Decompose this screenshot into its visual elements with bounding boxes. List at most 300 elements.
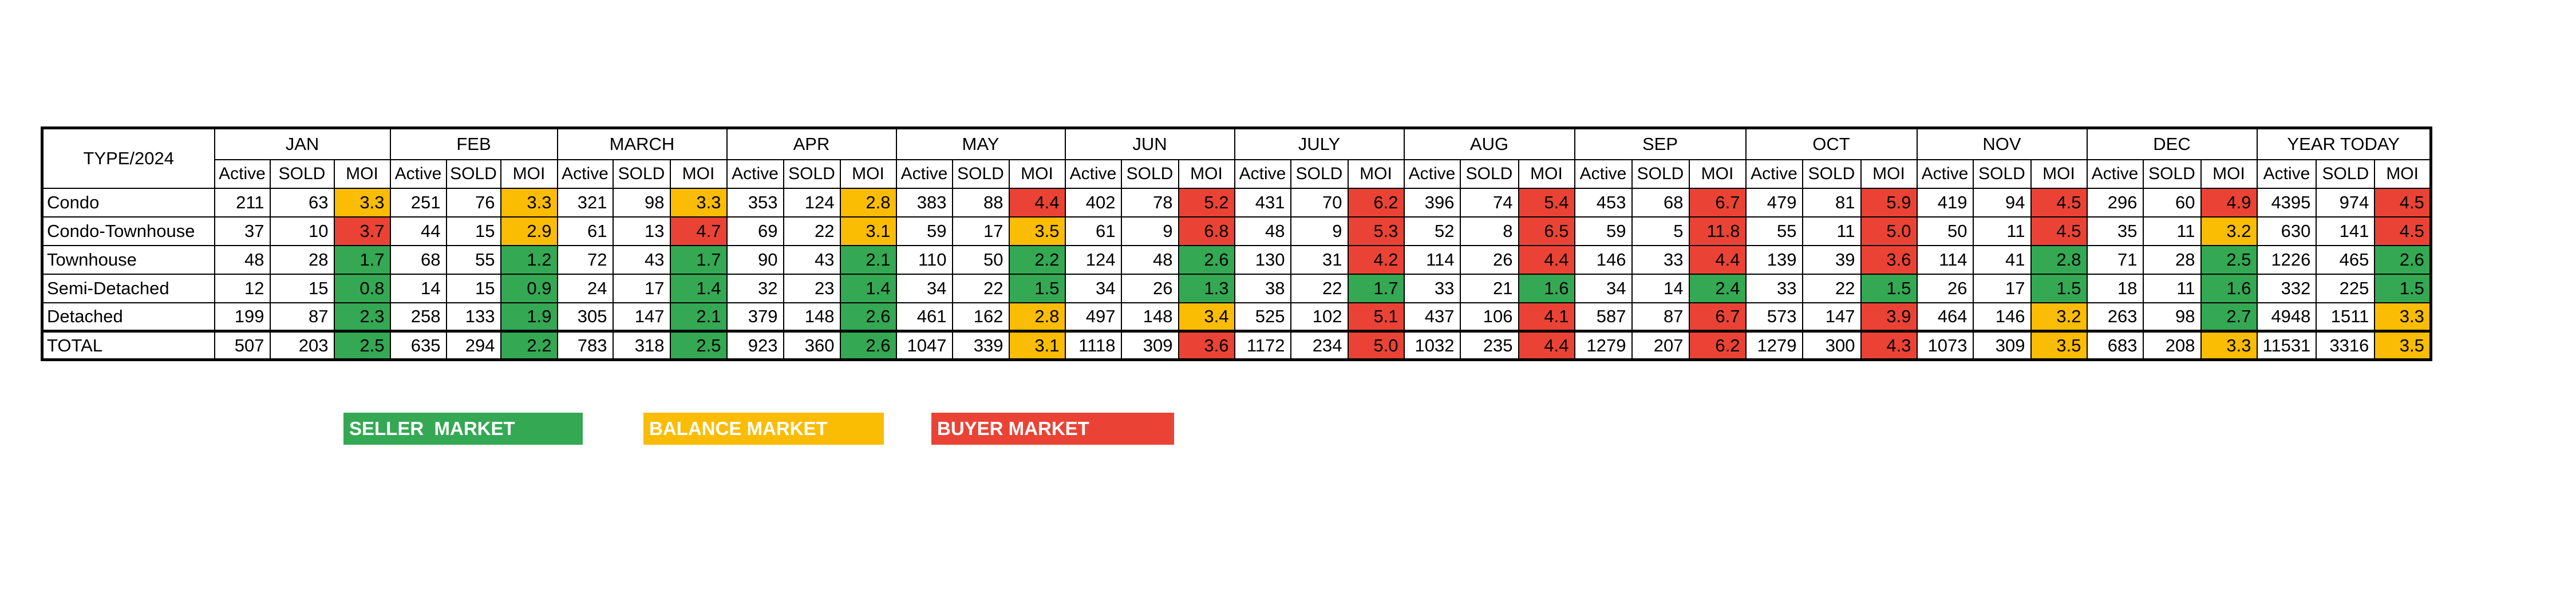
active-cell: 263 — [2087, 303, 2143, 331]
total-active-cell: 1047 — [896, 331, 953, 360]
active-header: Active — [1404, 160, 1460, 188]
active-cell: 68 — [390, 246, 447, 274]
sold-cell: 28 — [270, 246, 334, 274]
active-cell: 211 — [215, 188, 270, 217]
sold-cell: 68 — [1632, 188, 1689, 217]
total-moi-cell: 5.0 — [1348, 331, 1404, 360]
month-header: YEAR TODAY — [2257, 128, 2431, 160]
sold-cell: 148 — [784, 303, 840, 331]
sold-cell: 43 — [613, 246, 670, 274]
sold-cell: 63 — [270, 188, 334, 217]
active-cell: 110 — [896, 246, 953, 274]
moi-cell: 2.8 — [840, 188, 896, 217]
active-cell: 90 — [727, 246, 784, 274]
sold-header: SOLD — [2316, 160, 2374, 188]
sold-cell: 13 — [613, 217, 670, 246]
sold-cell: 76 — [447, 188, 501, 217]
moi-cell: 5.2 — [1179, 188, 1235, 217]
legend-balance-market: BALANCE MARKET — [643, 413, 884, 445]
sold-cell: 17 — [613, 274, 670, 303]
sold-cell: 87 — [270, 303, 334, 331]
sold-cell: 23 — [784, 274, 840, 303]
active-header: Active — [215, 160, 270, 188]
moi-header: MOI — [1179, 160, 1235, 188]
moi-cell: 2.3 — [334, 303, 390, 331]
moi-cell: 5.3 — [1348, 217, 1404, 246]
moi-cell: 3.2 — [2031, 303, 2087, 331]
sold-cell: 11 — [2143, 217, 2201, 246]
total-sold-cell: 318 — [613, 331, 670, 360]
moi-cell: 4.5 — [2031, 217, 2087, 246]
active-cell: 48 — [1235, 217, 1291, 246]
moi-cell: 1.4 — [840, 274, 896, 303]
moi-cell: 6.7 — [1689, 303, 1746, 331]
moi-cell: 2.1 — [840, 246, 896, 274]
moi-cell: 3.2 — [2201, 217, 2257, 246]
total-sold-cell: 339 — [953, 331, 1009, 360]
total-moi-cell: 4.4 — [1519, 331, 1575, 360]
sold-cell: 74 — [1460, 188, 1519, 217]
sold-cell: 146 — [1973, 303, 2031, 331]
total-sold-cell: 235 — [1460, 331, 1519, 360]
total-active-cell: 635 — [390, 331, 447, 360]
active-cell: 18 — [2087, 274, 2143, 303]
sold-cell: 1511 — [2316, 303, 2374, 331]
moi-cell: 3.4 — [1179, 303, 1235, 331]
moi-cell: 6.8 — [1179, 217, 1235, 246]
active-cell: 464 — [1917, 303, 1973, 331]
sold-header: SOLD — [1632, 160, 1689, 188]
sold-cell: 15 — [447, 217, 501, 246]
total-moi-cell: 3.6 — [1179, 331, 1235, 360]
moi-header: MOI — [1348, 160, 1404, 188]
active-cell: 52 — [1404, 217, 1460, 246]
active-cell: 587 — [1575, 303, 1632, 331]
moi-cell: 4.5 — [2374, 188, 2431, 217]
active-cell: 37 — [215, 217, 270, 246]
active-cell: 69 — [727, 217, 784, 246]
moi-cell: 3.9 — [1861, 303, 1917, 331]
moi-cell: 1.6 — [1519, 274, 1575, 303]
sold-header: SOLD — [784, 160, 840, 188]
moi-cell: 0.9 — [501, 274, 558, 303]
sold-cell: 225 — [2316, 274, 2374, 303]
active-cell: 59 — [1575, 217, 1632, 246]
sold-header: SOLD — [1460, 160, 1519, 188]
moi-cell: 4.5 — [2374, 217, 2431, 246]
active-cell: 1226 — [2257, 246, 2317, 274]
sold-cell: 465 — [2316, 246, 2374, 274]
active-cell: 130 — [1235, 246, 1291, 274]
legend-buyer-market: BUYER MARKET — [931, 413, 1174, 445]
moi-cell: 4.4 — [1519, 246, 1575, 274]
sold-cell: 43 — [784, 246, 840, 274]
active-cell: 114 — [1917, 246, 1973, 274]
total-active-cell: 683 — [2087, 331, 2143, 360]
month-header: APR — [727, 128, 896, 160]
active-cell: 4395 — [2257, 188, 2317, 217]
moi-cell: 6.7 — [1689, 188, 1746, 217]
sold-cell: 11 — [1803, 217, 1861, 246]
total-moi-cell: 6.2 — [1689, 331, 1746, 360]
active-header: Active — [1575, 160, 1632, 188]
sold-cell: 22 — [784, 217, 840, 246]
total-sold-cell: 207 — [1632, 331, 1689, 360]
moi-cell: 3.7 — [334, 217, 390, 246]
total-sold-cell: 309 — [1973, 331, 2031, 360]
moi-cell: 2.8 — [1009, 303, 1065, 331]
active-cell: 72 — [558, 246, 613, 274]
moi-cell: 5.1 — [1348, 303, 1404, 331]
active-cell: 396 — [1404, 188, 1460, 217]
moi-cell: 1.7 — [334, 246, 390, 274]
total-active-cell: 783 — [558, 331, 613, 360]
active-header: Active — [896, 160, 953, 188]
active-cell: 34 — [1065, 274, 1121, 303]
active-cell: 114 — [1404, 246, 1460, 274]
total-active-cell: 923 — [727, 331, 784, 360]
table-row — [42, 217, 2431, 246]
moi-cell: 5.0 — [1861, 217, 1917, 246]
sold-cell: 70 — [1291, 188, 1348, 217]
moi-header: MOI — [1861, 160, 1917, 188]
sold-cell: 87 — [1632, 303, 1689, 331]
active-header: Active — [727, 160, 784, 188]
month-header: DEC — [2087, 128, 2257, 160]
table-row — [42, 303, 2431, 331]
moi-cell: 2.8 — [2031, 246, 2087, 274]
sold-cell: 11 — [2143, 274, 2201, 303]
sold-cell: 41 — [1973, 246, 2031, 274]
row-type-label: Condo-Townhouse — [42, 217, 215, 246]
active-cell: 71 — [2087, 246, 2143, 274]
total-sold-cell: 309 — [1121, 331, 1179, 360]
sold-cell: 11 — [1973, 217, 2031, 246]
moi-cell: 3.3 — [334, 188, 390, 217]
active-cell: 33 — [1404, 274, 1460, 303]
active-header: Active — [2257, 160, 2317, 188]
total-sold-cell: 203 — [270, 331, 334, 360]
total-sold-cell: 208 — [2143, 331, 2201, 360]
active-cell: 402 — [1065, 188, 1121, 217]
moi-cell: 1.5 — [2031, 274, 2087, 303]
month-header: AUG — [1404, 128, 1575, 160]
active-cell: 139 — [1746, 246, 1803, 274]
active-cell: 419 — [1917, 188, 1973, 217]
active-cell: 34 — [896, 274, 953, 303]
total-active-cell: 1279 — [1575, 331, 1632, 360]
total-sold-cell: 3316 — [2316, 331, 2374, 360]
sold-cell: 98 — [613, 188, 670, 217]
moi-cell: 2.5 — [2201, 246, 2257, 274]
total-active-cell: 1073 — [1917, 331, 1973, 360]
moi-cell: 2.9 — [501, 217, 558, 246]
month-header: MAY — [896, 128, 1065, 160]
sold-cell: 974 — [2316, 188, 2374, 217]
total-sold-cell: 360 — [784, 331, 840, 360]
moi-header: MOI — [2201, 160, 2257, 188]
sold-cell: 88 — [953, 188, 1009, 217]
moi-cell: 4.9 — [2201, 188, 2257, 217]
total-moi-cell: 3.5 — [2374, 331, 2431, 360]
total-sold-cell: 294 — [447, 331, 501, 360]
moi-header: MOI — [670, 160, 727, 188]
moi-cell: 5.4 — [1519, 188, 1575, 217]
moi-cell: 1.7 — [670, 246, 727, 274]
row-type-label: Semi-Detached — [42, 274, 215, 303]
total-moi-cell: 4.3 — [1861, 331, 1917, 360]
sold-cell: 9 — [1291, 217, 1348, 246]
month-header: SEP — [1575, 128, 1746, 160]
month-header: FEB — [390, 128, 558, 160]
active-cell: 453 — [1575, 188, 1632, 217]
sold-cell: 5 — [1632, 217, 1689, 246]
month-header: JULY — [1235, 128, 1404, 160]
sold-cell: 55 — [447, 246, 501, 274]
sold-cell: 39 — [1803, 246, 1861, 274]
moi-header: MOI — [334, 160, 390, 188]
moi-cell: 4.7 — [670, 217, 727, 246]
moi-cell: 3.3 — [501, 188, 558, 217]
active-cell: 461 — [896, 303, 953, 331]
total-label: TOTAL — [42, 331, 215, 360]
sold-cell: 22 — [1291, 274, 1348, 303]
sold-cell: 106 — [1460, 303, 1519, 331]
sold-header: SOLD — [1291, 160, 1348, 188]
active-header: Active — [1065, 160, 1121, 188]
sold-header: SOLD — [613, 160, 670, 188]
total-row — [42, 331, 2431, 360]
active-cell: 573 — [1746, 303, 1803, 331]
active-cell: 383 — [896, 188, 953, 217]
moi-header: MOI — [2374, 160, 2431, 188]
sold-header: SOLD — [953, 160, 1009, 188]
moi-cell: 6.2 — [1348, 188, 1404, 217]
moi-cell: 1.5 — [1861, 274, 1917, 303]
sold-header: SOLD — [2143, 160, 2201, 188]
table-row — [42, 246, 2431, 274]
moi-cell: 2.2 — [1009, 246, 1065, 274]
sold-cell: 148 — [1121, 303, 1179, 331]
sold-cell: 15 — [270, 274, 334, 303]
sold-header: SOLD — [1803, 160, 1861, 188]
active-cell: 55 — [1746, 217, 1803, 246]
sold-cell: 48 — [1121, 246, 1179, 274]
moi-cell: 1.7 — [1348, 274, 1404, 303]
moi-cell: 2.6 — [1179, 246, 1235, 274]
active-cell: 32 — [727, 274, 784, 303]
total-sold-cell: 234 — [1291, 331, 1348, 360]
active-cell: 305 — [558, 303, 613, 331]
active-cell: 332 — [2257, 274, 2317, 303]
moi-cell: 3.6 — [1861, 246, 1917, 274]
row-type-label: Townhouse — [42, 246, 215, 274]
active-cell: 353 — [727, 188, 784, 217]
sold-cell: 31 — [1291, 246, 1348, 274]
active-cell: 14 — [390, 274, 447, 303]
total-active-cell: 1279 — [1746, 331, 1803, 360]
active-cell: 431 — [1235, 188, 1291, 217]
sold-cell: 147 — [613, 303, 670, 331]
active-header: Active — [390, 160, 447, 188]
active-cell: 44 — [390, 217, 447, 246]
moi-cell: 1.2 — [501, 246, 558, 274]
sold-cell: 50 — [953, 246, 1009, 274]
moi-cell: 4.5 — [2031, 188, 2087, 217]
total-moi-cell: 2.6 — [840, 331, 896, 360]
moi-cell: 1.5 — [1009, 274, 1065, 303]
active-cell: 379 — [727, 303, 784, 331]
active-cell: 33 — [1746, 274, 1803, 303]
moi-header: MOI — [1519, 160, 1575, 188]
moi-header: MOI — [1009, 160, 1065, 188]
moi-cell: 0.8 — [334, 274, 390, 303]
sold-cell: 9 — [1121, 217, 1179, 246]
sold-header: SOLD — [447, 160, 501, 188]
table-row — [42, 274, 2431, 303]
month-header: MARCH — [558, 128, 727, 160]
sold-cell: 81 — [1803, 188, 1861, 217]
active-cell: 437 — [1404, 303, 1460, 331]
sold-header: SOLD — [1973, 160, 2031, 188]
subheader-row — [42, 160, 2431, 188]
active-cell: 50 — [1917, 217, 1973, 246]
active-cell: 321 — [558, 188, 613, 217]
total-moi-cell: 2.5 — [670, 331, 727, 360]
moi-cell: 4.1 — [1519, 303, 1575, 331]
total-moi-cell: 2.2 — [501, 331, 558, 360]
sold-cell: 8 — [1460, 217, 1519, 246]
moi-cell: 1.6 — [2201, 274, 2257, 303]
sold-cell: 33 — [1632, 246, 1689, 274]
moi-cell: 2.6 — [2374, 246, 2431, 274]
sold-cell: 94 — [1973, 188, 2031, 217]
active-cell: 61 — [1065, 217, 1121, 246]
month-header: OCT — [1746, 128, 1917, 160]
sold-cell: 60 — [2143, 188, 2201, 217]
active-cell: 48 — [215, 246, 270, 274]
moi-cell: 3.5 — [1009, 217, 1065, 246]
active-cell: 258 — [390, 303, 447, 331]
active-cell: 38 — [1235, 274, 1291, 303]
moi-cell: 5.9 — [1861, 188, 1917, 217]
active-cell: 630 — [2257, 217, 2317, 246]
sold-cell: 124 — [784, 188, 840, 217]
active-cell: 61 — [558, 217, 613, 246]
active-cell: 24 — [558, 274, 613, 303]
sold-cell: 17 — [1973, 274, 2031, 303]
active-cell: 525 — [1235, 303, 1291, 331]
month-header: JAN — [215, 128, 390, 160]
legend-seller-market: SELLER MARKET — [343, 413, 583, 445]
active-cell: 59 — [896, 217, 953, 246]
total-sold-cell: 300 — [1803, 331, 1861, 360]
sold-cell: 22 — [953, 274, 1009, 303]
moi-cell: 2.4 — [1689, 274, 1746, 303]
sold-cell: 22 — [1803, 274, 1861, 303]
sold-cell: 133 — [447, 303, 501, 331]
moi-cell: 3.1 — [840, 217, 896, 246]
moi-cell: 1.4 — [670, 274, 727, 303]
active-header: Active — [1235, 160, 1291, 188]
moi-cell: 1.9 — [501, 303, 558, 331]
total-moi-cell: 3.3 — [2201, 331, 2257, 360]
month-header-row — [42, 128, 2431, 160]
active-cell: 479 — [1746, 188, 1803, 217]
active-cell: 296 — [2087, 188, 2143, 217]
moi-cell: 1.3 — [1179, 274, 1235, 303]
active-cell: 4948 — [2257, 303, 2317, 331]
moi-cell: 2.1 — [670, 303, 727, 331]
active-cell: 497 — [1065, 303, 1121, 331]
total-active-cell: 1118 — [1065, 331, 1121, 360]
sold-cell: 21 — [1460, 274, 1519, 303]
moi-cell: 2.7 — [2201, 303, 2257, 331]
sold-cell: 26 — [1121, 274, 1179, 303]
total-moi-cell: 2.5 — [334, 331, 390, 360]
type-year-header: TYPE/2024 — [42, 128, 215, 188]
active-cell: 35 — [2087, 217, 2143, 246]
sold-cell: 10 — [270, 217, 334, 246]
active-header: Active — [2087, 160, 2143, 188]
moi-header: MOI — [2031, 160, 2087, 188]
active-cell: 146 — [1575, 246, 1632, 274]
moi-header: MOI — [840, 160, 896, 188]
month-header: JUN — [1065, 128, 1235, 160]
active-header: Active — [1746, 160, 1803, 188]
moi-header: MOI — [1689, 160, 1746, 188]
moi-cell: 6.5 — [1519, 217, 1575, 246]
moi-cell: 2.6 — [840, 303, 896, 331]
total-active-cell: 1172 — [1235, 331, 1291, 360]
row-type-label: Detached — [42, 303, 215, 331]
sold-header: SOLD — [1121, 160, 1179, 188]
active-cell: 34 — [1575, 274, 1632, 303]
total-moi-cell: 3.1 — [1009, 331, 1065, 360]
active-cell: 251 — [390, 188, 447, 217]
moi-header: MOI — [501, 160, 558, 188]
moi-cell: 4.4 — [1009, 188, 1065, 217]
sold-cell: 141 — [2316, 217, 2374, 246]
active-header: Active — [558, 160, 613, 188]
sold-cell: 78 — [1121, 188, 1179, 217]
active-cell: 199 — [215, 303, 270, 331]
sold-cell: 162 — [953, 303, 1009, 331]
sold-cell: 15 — [447, 274, 501, 303]
sold-cell: 14 — [1632, 274, 1689, 303]
moi-market-table — [41, 126, 2432, 361]
table-row — [42, 188, 2431, 217]
total-moi-cell: 3.5 — [2031, 331, 2087, 360]
moi-cell: 4.2 — [1348, 246, 1404, 274]
month-header: NOV — [1917, 128, 2087, 160]
total-active-cell: 1032 — [1404, 331, 1460, 360]
moi-cell: 4.4 — [1689, 246, 1746, 274]
row-type-label: Condo — [42, 188, 215, 217]
sold-cell: 147 — [1803, 303, 1861, 331]
active-cell: 12 — [215, 274, 270, 303]
moi-cell: 1.5 — [2374, 274, 2431, 303]
moi-cell: 11.8 — [1689, 217, 1746, 246]
total-active-cell: 507 — [215, 331, 270, 360]
active-header: Active — [1917, 160, 1973, 188]
sold-header: SOLD — [270, 160, 334, 188]
moi-cell: 3.3 — [670, 188, 727, 217]
active-cell: 26 — [1917, 274, 1973, 303]
total-active-cell: 11531 — [2257, 331, 2317, 360]
sold-cell: 102 — [1291, 303, 1348, 331]
sold-cell: 28 — [2143, 246, 2201, 274]
